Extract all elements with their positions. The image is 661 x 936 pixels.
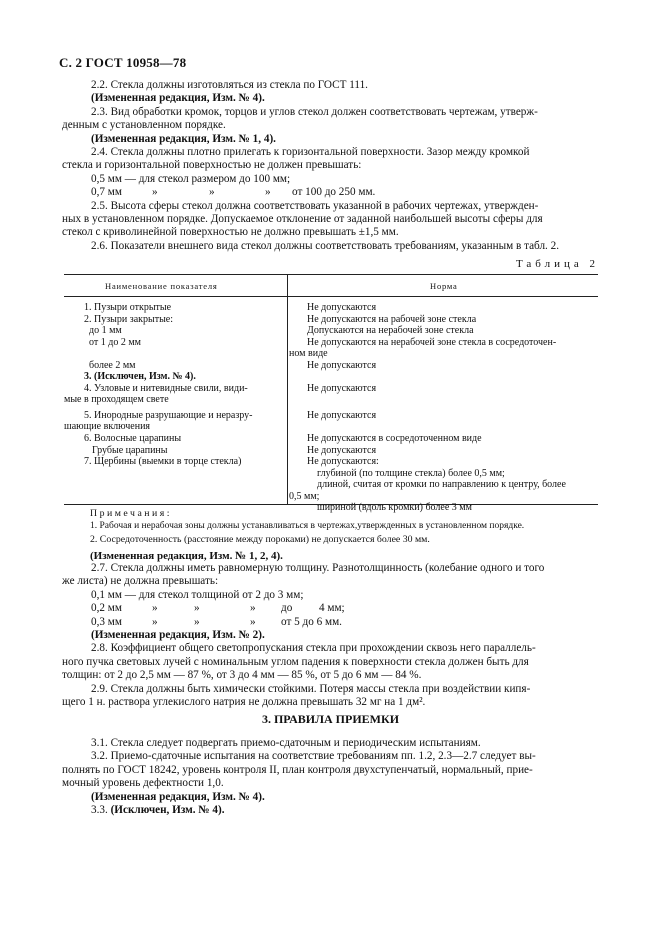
table-cell: длиной, считая от кромки по направлению к центру, более: [317, 479, 566, 491]
clause-2-3-line2: денным с установленном порядке.: [62, 119, 226, 132]
ditto-mark: »: [152, 186, 158, 199]
table-cell-empty: [64, 348, 286, 360]
clause-2-5-line3: стекол с криволинейной поверхностью не должно превышать ±1,5 мм.: [62, 226, 399, 239]
value: 0,7 мм: [91, 186, 122, 199]
table-column-divider: [287, 274, 288, 504]
clause-3-2-line2: полнять по ГОСТ 18242, уровень контроля II, план контроля двухступенчатый, нормальный, прие-: [62, 763, 533, 776]
table-cell: Грубые царапины: [92, 444, 168, 456]
clause-2-7-row3: [62, 616, 599, 629]
table-cell: 3. (Исключен, Изм. № 4).: [84, 371, 196, 383]
table-cell: Не допускаются:: [307, 456, 379, 468]
table-notes: [62, 507, 599, 563]
clause-2-8-line3: толщин: от 2 до 2,5 мм — 87 %, от 3 до 4 мм — 85 %, от 5 до 6 мм — 84 %.: [62, 669, 422, 682]
table-rule-header: [64, 296, 598, 297]
clause-2-2: 2.2. Стекла должны изготовляться из стекла по ГОСТ 111.: [91, 79, 368, 91]
ditto-mark: »: [152, 602, 158, 615]
clause-3-2-line3: мочный уровень дефектности 1,0.: [62, 777, 224, 790]
table-cell: от 1 до 2 мм: [89, 336, 141, 348]
value: 0,3 мм: [91, 615, 122, 628]
table-cell: Допускаются на нерабочей зоне стекла: [307, 325, 474, 337]
ditto-mark: »: [250, 615, 256, 628]
table-cell: шающие включения: [64, 421, 151, 433]
table-cell: 2. Пузыри закрытые:: [84, 313, 174, 325]
page-header: С. 2 ГОСТ 10958—78: [59, 55, 187, 70]
table-cell: Не допускаются: [307, 359, 377, 371]
clause-2-5-line1: 2.5. Высота сферы стекол должна соответствовать указанной в рабочих чертежах, утвержден-: [91, 199, 539, 212]
table-cell: Не допускаются: [307, 409, 377, 421]
ditto-mark: »: [265, 186, 271, 199]
notes-title: Примечания:: [90, 508, 173, 519]
table-cell: 0,5 мм;: [289, 490, 320, 502]
section-3: [62, 737, 599, 817]
section-3-title: 3. ПРАВИЛА ПРИЕМКИ: [261, 712, 400, 726]
table-cell: 7. Щербины (выемки в торце стекла): [84, 456, 242, 468]
clause-2-8-line1: 2.8. Коэффициент общего светопропускания стекла при прохождении сквозь него параллель-: [91, 642, 536, 655]
table-cell: Не допускаются на рабочей зоне стекла: [307, 313, 477, 325]
table-cell: глубиной (по толщине стекла) более 0,5 мм;: [317, 467, 505, 479]
table-column-norms: [289, 302, 598, 514]
clause-2-4-row2: [62, 186, 599, 199]
section-2-bottom: [62, 562, 599, 709]
table-cell: Не допускаются: [307, 382, 377, 394]
edit-note: (Измененная редакция, Изм. № 2).: [91, 629, 265, 642]
table-caption: Таблица 2: [515, 258, 599, 270]
clause-3-1: 3.1. Стекла следует подвергать приемо-сдаточным и периодическим испытаниям.: [91, 737, 481, 749]
clause-2-4-line1: 2.4. Стекла должны плотно прилегать к горизонтальной поверхности. Зазор между кромкой: [91, 146, 530, 159]
edit-note: (Измененная редакция, Изм. № 4).: [91, 92, 265, 105]
table-cell: Не допускаются: [307, 444, 377, 456]
clause-2-3-line1: 2.3. Вид обработки кромок, торцов и углов стекол должен соответствовать чертежам, утверж-: [91, 105, 538, 118]
clause-2-6: 2.6. Показатели внешнего вида стекол должны соответствовать требованиям, указанным в табл. 2.: [91, 239, 560, 252]
table-column-indicators: [64, 302, 286, 468]
note-1: 1. Рабочая и нерабочая зоны должны устанавливаться в чертежах,утвержденных в установленном порядке.: [90, 521, 525, 531]
ditto-mark: »: [152, 615, 158, 628]
edit-note: (Измененная редакция, Изм. № 1, 2, 4).: [90, 550, 283, 562]
clause-2-9-line1: 2.9. Стекла должны быть химически стойкими. Потеря массы стекла при воздействии кипя-: [91, 682, 531, 695]
clause-2-8-line2: ного пучка световых лучей с номинальным углом падения к поверхности стекла должен быть для: [62, 655, 529, 668]
table-cell: до 1 мм: [89, 325, 122, 337]
value: 0,2 мм: [91, 602, 122, 615]
clause-2-9-line2: щего 1 н. раствора углекислого натрия не должна превышать 32 мг на 1 дм².: [62, 696, 426, 709]
table-cell: Не допускаются в сосредоточенном виде: [307, 432, 482, 444]
table-cell: 4. Узловые и нитевидные свили, види-: [84, 382, 248, 394]
table-header-indicator: Наименование показателя: [105, 281, 218, 291]
clause-2-5-line2: ных в установленном порядке. Допускаемое отклонение от заданной наибольшей высоты сферы для: [62, 213, 543, 226]
clause-2-7-line2: же листа) не должна превышать:: [62, 575, 219, 588]
excluded-note: (Исключен, Изм. № 4).: [110, 804, 225, 817]
table-cell: 6. Волосные царапины: [84, 433, 182, 445]
clause-3-3: [62, 804, 599, 817]
table-cell: шириной (вдоль кромки) более 3 мм: [317, 502, 472, 514]
table-cell: 5. Инородные разрушающие и неразру-: [84, 409, 253, 421]
range: от 100 до 250 мм.: [292, 186, 376, 199]
section-2-top: [62, 79, 599, 253]
ditto-mark: »: [209, 186, 215, 199]
clause-2-4-line2: стекла и горизонтальной поверхностью не должен превышать:: [62, 159, 362, 172]
clause-2-7-row1: 0,1 мм — для стекол толщиной от 2 до 3 мм;: [91, 588, 304, 601]
clause-2-7-row2: [62, 602, 599, 615]
edit-note: (Измененная редакция, Изм. № 1, 4).: [91, 132, 276, 145]
ditto-mark: »: [194, 615, 200, 628]
clause-2-7-line1: 2.7. Стекла должны иметь равномерную толщину. Разнотолщинность (колебание одного и того: [91, 562, 545, 574]
clause-number: 3.3.: [91, 804, 108, 817]
range: 4 мм;: [319, 602, 345, 615]
edit-note: (Измененная редакция, Изм. № 4).: [91, 790, 265, 803]
ditto-mark: »: [250, 602, 256, 615]
table-cell: более 2 мм: [89, 359, 136, 371]
range-word: до: [281, 602, 293, 615]
table-cell: Не допускаются на нерабочей зоне стекла в сосредоточен-: [307, 336, 557, 348]
ditto-mark: »: [194, 602, 200, 615]
table-cell: ном виде: [289, 348, 328, 360]
clause-3-2-line1: 3.2. Приемо-сдаточные испытания на соответствие требованиям пп. 1.2, 2.3—2.7 следует вы-: [91, 750, 536, 763]
range: от 5 до 6 мм.: [281, 615, 342, 628]
note-2: 2. Сосредоточенность (расстояние между пороками) не допускается более 30 мм.: [90, 534, 430, 545]
table-rule-top: [64, 274, 598, 275]
table-cell: мые в проходящем свете: [64, 394, 169, 406]
clause-2-4-row1: 0,5 мм — для стекол размером до 100 мм;: [91, 172, 291, 185]
table-header-norm: Норма: [430, 281, 458, 291]
table-cell: 1. Пузыри открытые: [84, 302, 172, 313]
table-cell: Не допускаются: [307, 302, 377, 313]
